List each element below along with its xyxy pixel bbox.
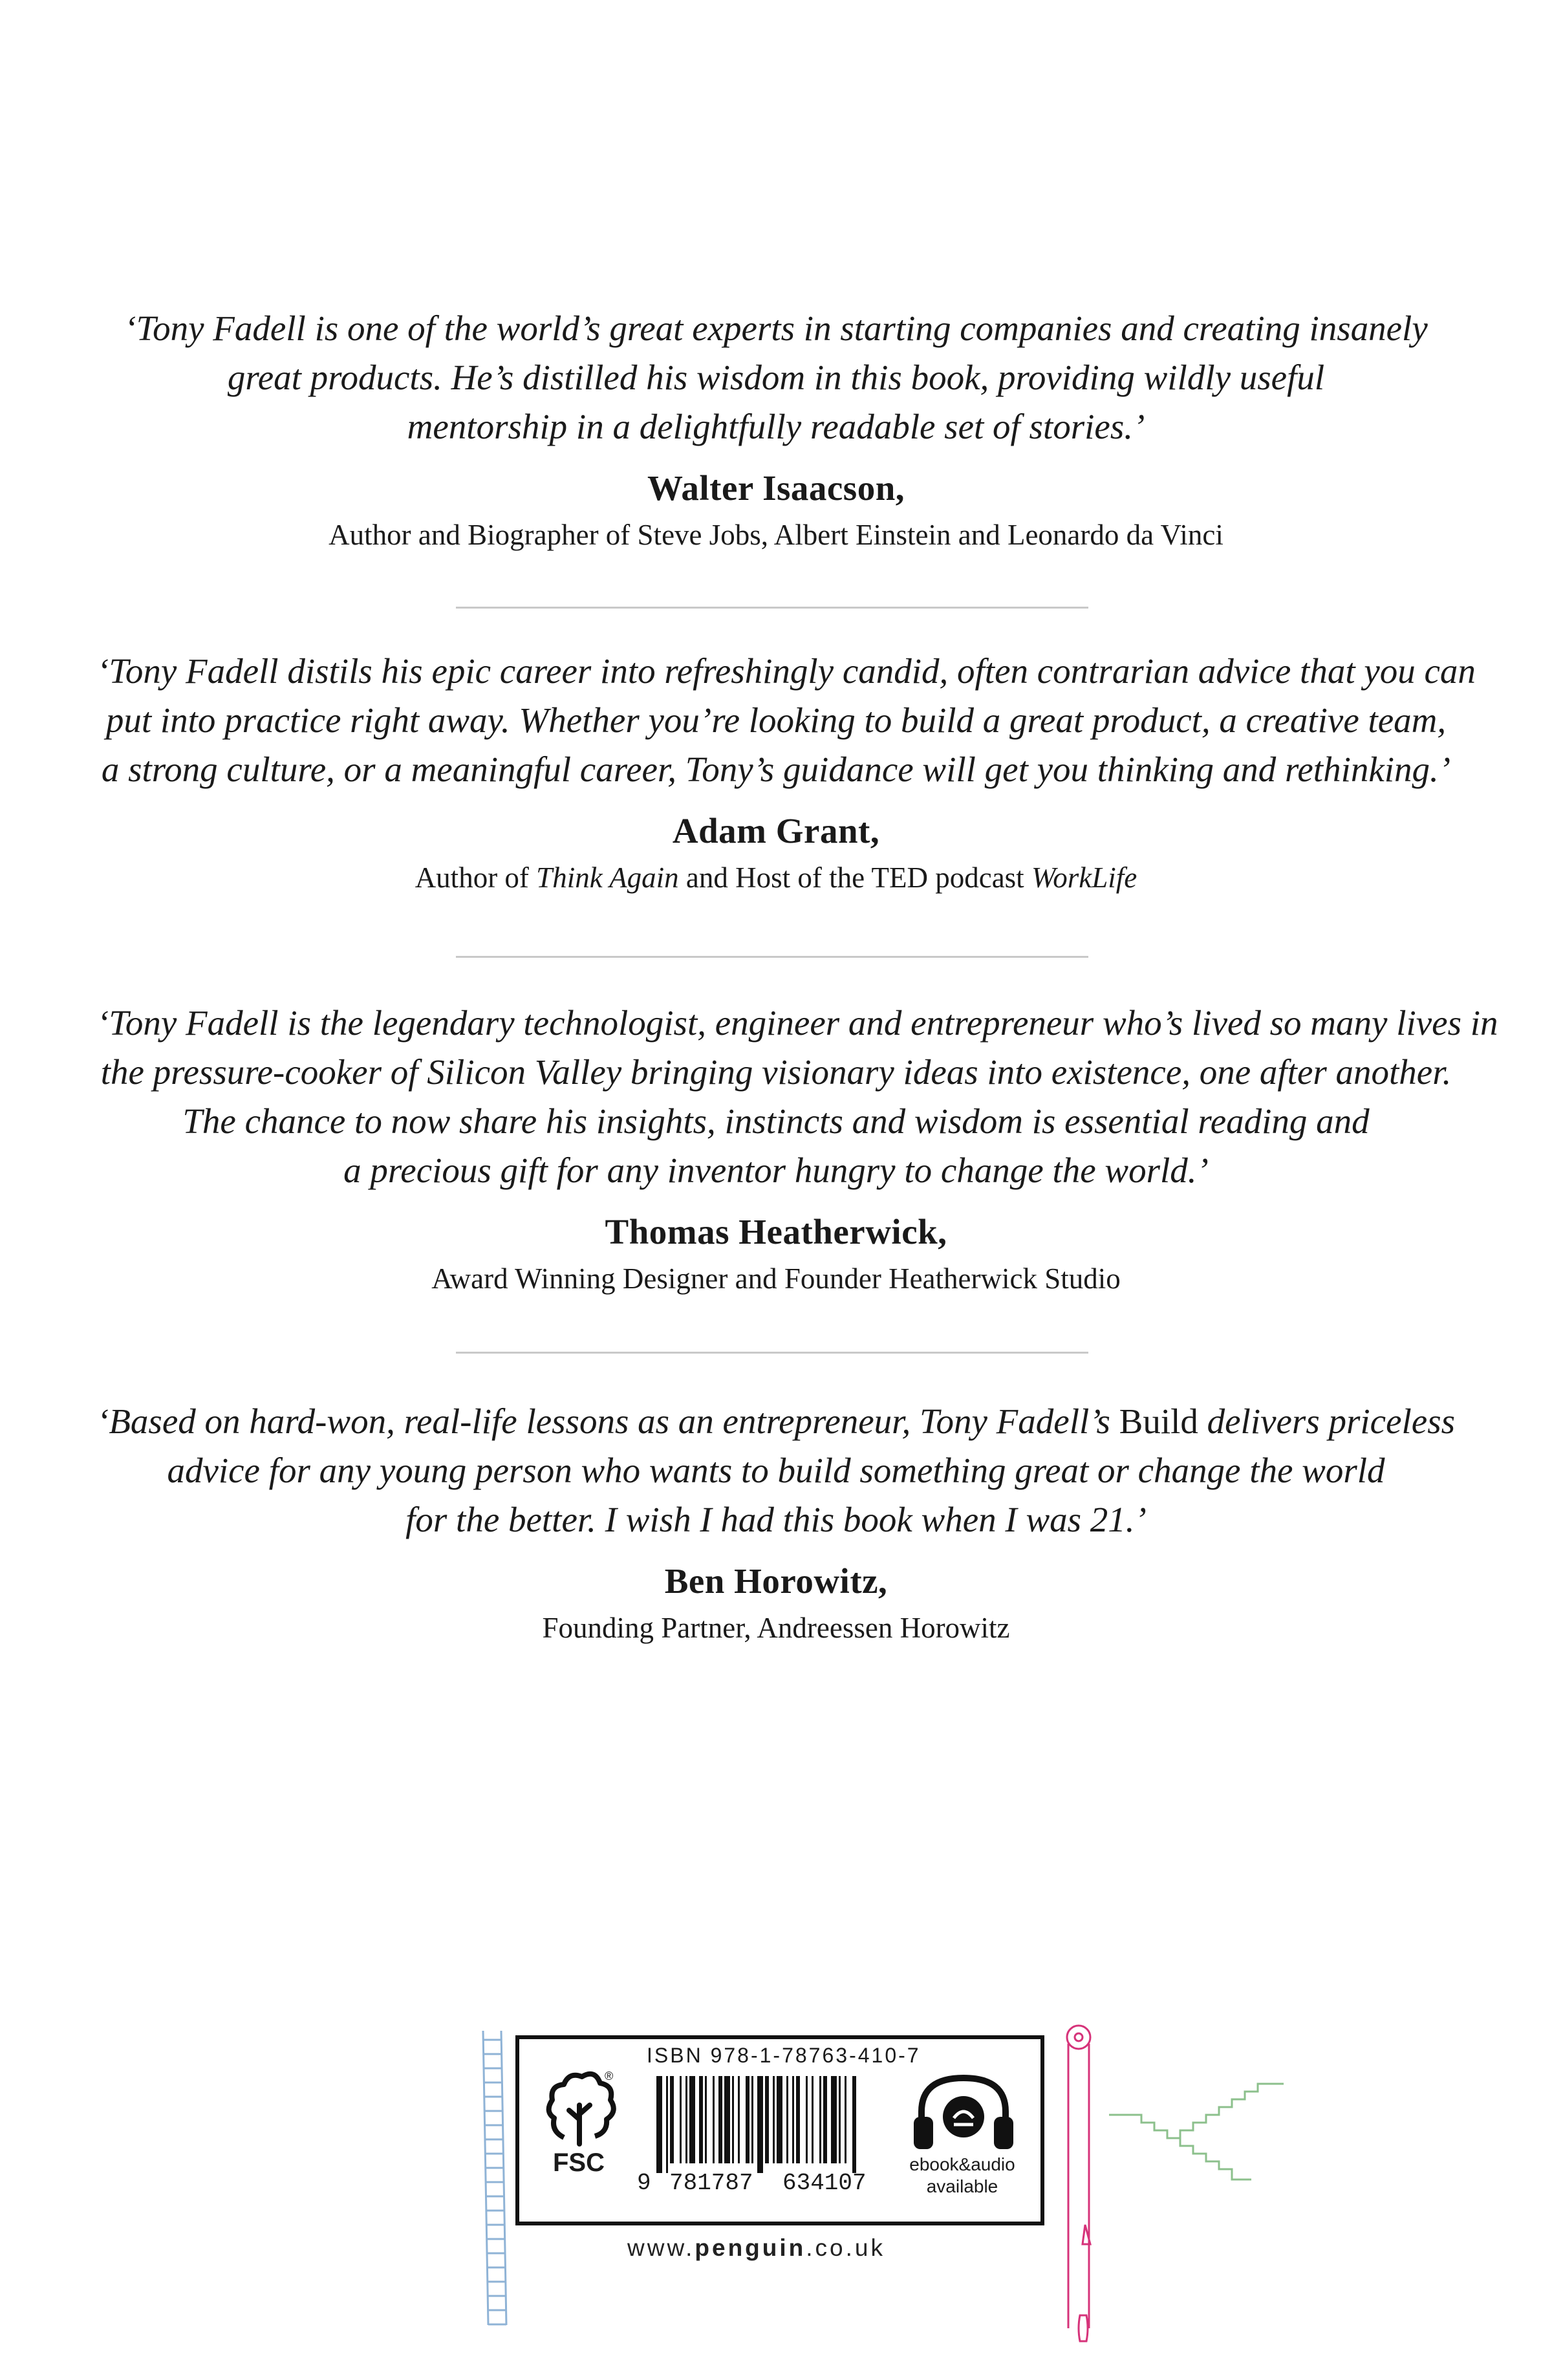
barcode-digits-left: 781787 (669, 2170, 753, 2196)
testimonial-role: Founding Partner, Andreessen Horowitz (542, 1612, 1010, 1644)
barcode-bar (831, 2076, 837, 2163)
isbn-text: ISBN 978-1-78763-410-7 (647, 2044, 921, 2067)
barcode-bar (819, 2076, 821, 2163)
quote-line (97, 1397, 1455, 1446)
testimonial-quote (97, 647, 1476, 794)
barcode-bar (738, 2076, 740, 2163)
testimonial-horowitz (97, 1397, 1455, 1648)
ladder-illustration (475, 2031, 521, 2328)
quote-line: ‘Tony Fadell is one of the world’s great experts in starting companies and creating insanely (124, 308, 1428, 348)
barcode-bar (839, 2076, 841, 2163)
barcode-bar (777, 2076, 782, 2163)
registered-mark: ® (605, 2070, 614, 2082)
quote-text: ‘Based on hard-won, real-life lessons as an entrepreneur, Tony Fadell’s (97, 1401, 1119, 1441)
testimonial-heatherwick (97, 999, 1498, 1299)
testimonial-role: Award Winning Designer and Founder Heatherwick Studio (431, 1262, 1121, 1295)
barcode-bar (685, 2076, 687, 2163)
ebook-label-line: ebook&audio (909, 2154, 1015, 2174)
quote-text: delivers priceless (1198, 1401, 1456, 1441)
pulley-illustration (1054, 2018, 1106, 2367)
testimonial-author: Thomas Heatherwick, (605, 1212, 947, 1251)
testimonial-grant (97, 647, 1476, 898)
url-brand: penguin (695, 2234, 806, 2261)
testimonial-role: Author and Biographer of Steve Jobs, Albert Einstein and Leonardo da Vinci (329, 519, 1223, 551)
barcode-bar (713, 2076, 715, 2163)
barcode-bar (732, 2076, 734, 2163)
barcode-bar (751, 2076, 753, 2163)
testimonial-author: Walter Isaacson, (647, 468, 905, 508)
barcode-bar (724, 2076, 730, 2163)
quote-line: the pressure-cooker of Silicon Valley bringing visionary ideas into existence, one after another. (100, 1052, 1452, 1092)
url-suffix: .co.uk (806, 2234, 885, 2261)
barcode-bar (746, 2076, 749, 2163)
quote-line: ‘Tony Fadell is the legendary technologist, engineer and entrepreneur who’s lived so many lives in (97, 1003, 1498, 1043)
barcode-bar (666, 2076, 668, 2173)
publisher-url[interactable] (627, 2234, 885, 2262)
testimonial-quote (97, 999, 1498, 1195)
quote-line: ‘Tony Fadell distils his epic career into refreshingly candid, often contrarian advice that you can (97, 651, 1476, 691)
quote-line: a precious gift for any inventor hungry to change the world.’ (343, 1151, 1209, 1190)
barcode-bar (812, 2076, 814, 2163)
url-prefix: www. (627, 2234, 695, 2261)
barcode-bar (765, 2076, 769, 2163)
quote-line: The chance to now share his insights, instincts and wisdom is essential reading and (182, 1101, 1370, 1141)
barcode-bar (806, 2076, 808, 2163)
barcode-bar (786, 2076, 788, 2163)
barcode-bar (852, 2076, 856, 2173)
ebook-audio-label (898, 2154, 1027, 2198)
quote-line: for the better. I wish I had this book when I was 21.’ (405, 1500, 1147, 1539)
barcode-bar (796, 2076, 800, 2163)
barcode-bar (792, 2076, 794, 2163)
divider (456, 1352, 1088, 1354)
testimonial-isaacson (97, 304, 1455, 555)
barcode-digits-right: 634107 (782, 2170, 867, 2196)
role-text: and Host of the TED podcast (678, 861, 1031, 894)
barcode-digit-lead: 9 (637, 2170, 651, 2196)
barcode (656, 2076, 896, 2173)
headphones-icon (909, 2066, 1018, 2157)
barcode-bar (757, 2076, 763, 2173)
quote-line: advice for any young person who wants to build something great or change the world (167, 1451, 1385, 1490)
barcode-bar (656, 2076, 662, 2173)
ebook-label-line: available (926, 2176, 998, 2196)
barcode-bar (823, 2076, 827, 2163)
testimonial-quote (97, 1397, 1455, 1544)
barcode-bar (718, 2076, 722, 2163)
barcode-bar (705, 2076, 707, 2163)
fsc-label: FSC (553, 2148, 605, 2177)
podcast-title: WorkLife (1031, 861, 1137, 894)
testimonial-role (97, 858, 1455, 898)
quote-line: put into practice right away. Whether you’re looking to build a great product, a creative team, (105, 700, 1447, 740)
quote-line: mentorship in a delightfully readable set of stories.’ (407, 407, 1145, 446)
testimonial-author: Adam Grant, (672, 811, 880, 850)
staircase-illustration (1109, 2076, 1297, 2192)
book-title: Build (1119, 1401, 1198, 1441)
barcode-bar (670, 2076, 674, 2163)
barcode-bar (773, 2076, 775, 2163)
quote-line: a strong culture, or a meaningful career, Tony’s guidance will get you thinking and rethinking.’ (101, 750, 1451, 789)
divider (456, 956, 1088, 958)
role-text: Author of (415, 861, 537, 894)
barcode-bar (680, 2076, 682, 2163)
barcode-bar (845, 2076, 846, 2163)
divider (456, 607, 1088, 609)
testimonial-quote (97, 304, 1455, 451)
quote-line: great products. He’s distilled his wisdom in this book, providing wildly useful (227, 358, 1325, 397)
testimonial-author: Ben Horowitz, (664, 1561, 888, 1601)
barcode-bar (699, 2076, 703, 2163)
book-title: Think Again (536, 861, 679, 894)
barcode-bar (689, 2076, 695, 2163)
